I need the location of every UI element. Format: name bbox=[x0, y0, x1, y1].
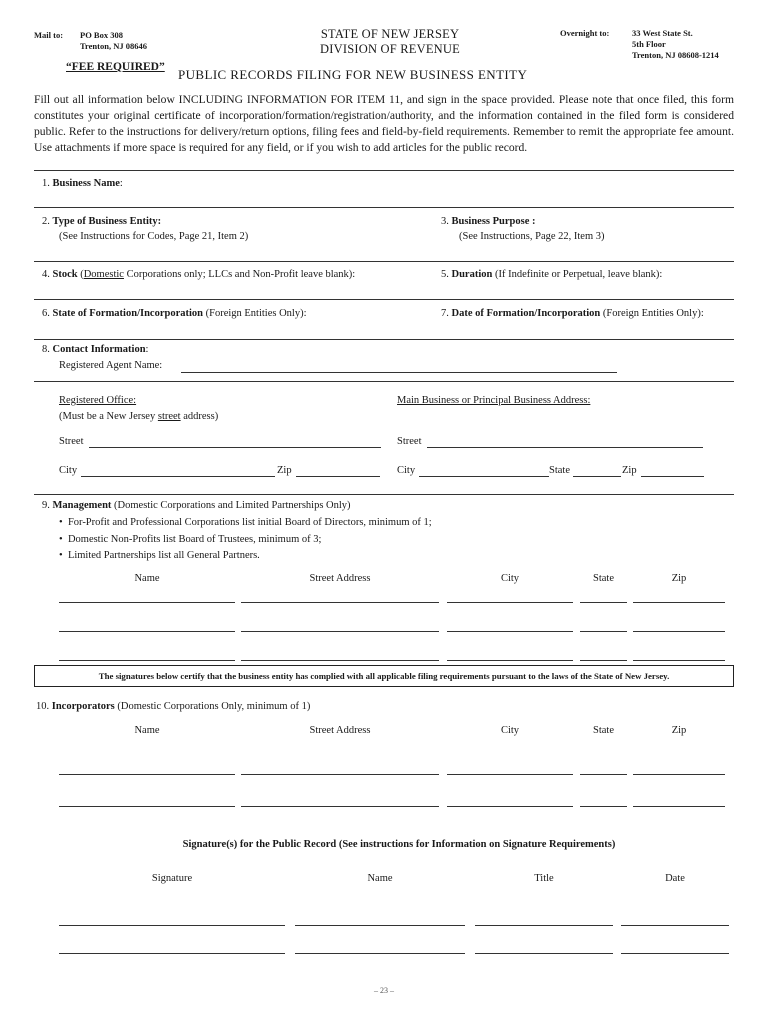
office-zip-field[interactable] bbox=[296, 476, 380, 477]
formation-field[interactable] bbox=[34, 339, 734, 340]
main-street-label: Street bbox=[397, 436, 422, 447]
mgmt-col-state: State bbox=[593, 573, 614, 584]
certification-notice: The signatures below certify that the business entity has complied with all applicable filing requirements pursuant to the laws of the State of New Jersey. bbox=[34, 665, 734, 687]
sig-col-name: Name bbox=[367, 873, 393, 884]
main-state-label: State bbox=[549, 465, 570, 476]
office-street-label: Street bbox=[59, 436, 84, 447]
division-title: DIVISION OF REVENUE bbox=[320, 42, 460, 56]
management-bullet-2: • Domestic Non-Profits list Board of Trustees, minimum of 3; bbox=[59, 534, 322, 545]
divider bbox=[34, 494, 734, 495]
sig-col-title: Title bbox=[534, 873, 554, 884]
main-address-title: Main Business or Principal Business Address: bbox=[397, 395, 591, 406]
item-entity-type: 2. Type of Business Entity: bbox=[42, 216, 162, 227]
entity-purpose-field[interactable] bbox=[34, 261, 734, 262]
overnight-label: Overnight to: bbox=[560, 28, 610, 38]
entity-type-note: (See Instructions for Codes, Page 21, Item 2) bbox=[59, 231, 249, 242]
office-zip-label: Zip bbox=[277, 465, 292, 476]
mgmt-col-city: City bbox=[500, 573, 520, 584]
item-incorporators: 10. Incorporators (Domestic Corporations Only, minimum of 1) bbox=[36, 701, 311, 712]
mgmt-col-street: Street Address bbox=[309, 573, 371, 584]
page-number: – 23 – bbox=[374, 986, 394, 995]
state-title: STATE OF NEW JERSEY bbox=[320, 27, 460, 41]
item-business-name: 1. Business Name: bbox=[42, 178, 123, 189]
inc-col-city: City bbox=[500, 725, 520, 736]
item-duration: 5. Duration (If Indefinite or Perpetual, leave blank): bbox=[441, 269, 663, 280]
office-street-field[interactable] bbox=[89, 447, 381, 448]
divider bbox=[34, 170, 734, 171]
office-city-label: City bbox=[59, 465, 78, 476]
form-title: PUBLIC RECORDS FILING FOR NEW BUSINESS ENTITY bbox=[178, 67, 528, 82]
registered-office-note: (Must be a New Jersey street address) bbox=[59, 411, 219, 422]
mail-to-address-line-2: Trenton, NJ 08646 bbox=[80, 41, 147, 51]
item-management: 9. Management (Domestic Corporations and Limited Partnerships Only) bbox=[42, 500, 351, 511]
main-street-field[interactable] bbox=[427, 447, 703, 448]
inc-col-name: Name bbox=[134, 725, 160, 736]
mgmt-col-zip: Zip bbox=[671, 573, 687, 584]
office-city-field[interactable] bbox=[81, 476, 275, 477]
intro-paragraph: Fill out all information below INCLUDING INFORMATION FOR ITEM 11, and sign in the space provided. Please note that once filed, this form constitutes your original certificate of incorporation/formation/registration/authority, and the information contained in the filed form is considered public. Refer to the instructions for delivery/return options, filing fees and field-by-field requirements. Remember to remit the appropriate fee amount. Use attachments if more space is required for any field, or if you wish to add articles for the public record. bbox=[34, 93, 734, 154]
signature-heading: Signature(s) for the Public Record (See instructions for Information on Signature Requirements) bbox=[182, 839, 616, 850]
fee-required-note: “FEE REQUIRED” bbox=[66, 61, 165, 73]
mail-to-address-line-1: PO Box 308 bbox=[80, 30, 123, 40]
sig-col-date: Date bbox=[665, 873, 685, 884]
business-name-field[interactable] bbox=[34, 207, 734, 208]
main-zip-label: Zip bbox=[622, 465, 637, 476]
management-bullet-1: • For-Profit and Professional Corporations list initial Board of Directors, minimum of 1; bbox=[59, 517, 432, 528]
item-date-of-formation: 7. Date of Formation/Incorporation (Foreign Entities Only): bbox=[441, 308, 704, 319]
stock-duration-field[interactable] bbox=[34, 299, 734, 300]
divider bbox=[34, 381, 734, 382]
sig-col-signature: Signature bbox=[151, 873, 193, 884]
registered-office-title: Registered Office: bbox=[59, 395, 137, 406]
inc-col-street: Street Address bbox=[309, 725, 371, 736]
overnight-address-line-2: 5th Floor bbox=[632, 39, 666, 49]
item-business-purpose: 3. Business Purpose : bbox=[441, 216, 536, 227]
item-contact-information: 8. Contact Information: bbox=[42, 344, 149, 355]
inc-col-state: State bbox=[593, 725, 614, 736]
main-city-label: City bbox=[397, 465, 416, 476]
registered-agent-label: Registered Agent Name: bbox=[59, 360, 163, 371]
management-bullet-3: • Limited Partnerships list all General Partners. bbox=[59, 550, 260, 561]
main-city-field[interactable] bbox=[419, 476, 549, 477]
mail-to-label: Mail to: bbox=[34, 30, 64, 40]
overnight-address-line-1: 33 West State St. bbox=[632, 28, 693, 38]
inc-col-zip: Zip bbox=[671, 725, 687, 736]
business-purpose-note: (See Instructions, Page 22, Item 3) bbox=[459, 231, 605, 242]
main-zip-field[interactable] bbox=[641, 476, 704, 477]
item-state-of-formation: 6. State of Formation/Incorporation (Foreign Entities Only): bbox=[42, 308, 307, 319]
main-state-field[interactable] bbox=[573, 476, 621, 477]
item-stock: 4. Stock (Domestic Corporations only; LLCs and Non-Profit leave blank): bbox=[42, 269, 356, 280]
overnight-address-line-3: Trenton, NJ 08608-1214 bbox=[632, 50, 719, 60]
mgmt-col-name: Name bbox=[134, 573, 160, 584]
registered-agent-field[interactable] bbox=[181, 372, 617, 373]
